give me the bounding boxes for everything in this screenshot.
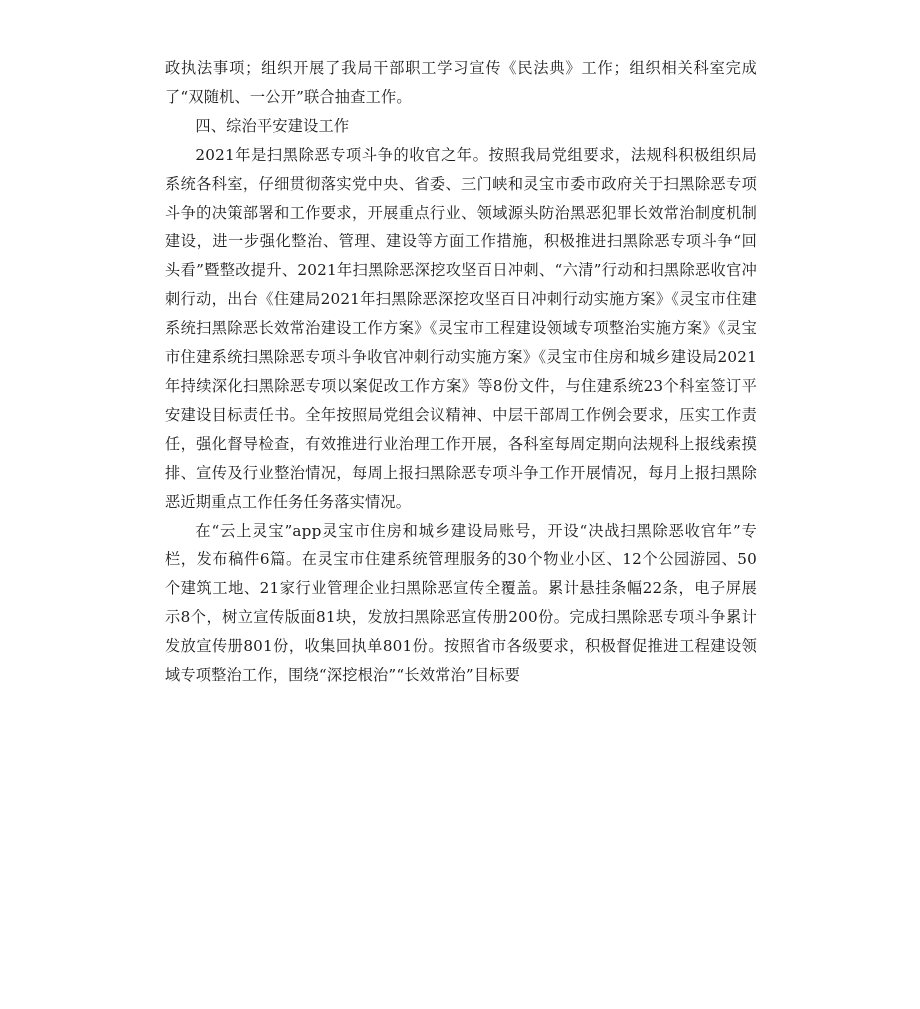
document-body xyxy=(165,54,757,690)
paragraph-publicity: 在“云上灵宝”app灵宝市住房和城乡建设局账号，开设“决战扫黑除恶收官年”专栏，发布稿件6篇。在灵宝市住建系统管理服务的30个物业小区、12个公园游园、50个建筑工地、21家行业管理企业扫黑除恶宣传全覆盖。累计悬挂条幅22条，电子屏展示8个，树立宣传版面81块，发放扫黑除恶宣传册200份。完成扫黑除恶专项斗争累计发放宣传册801份，收集回执单801份。按照省市各级要求，积极督促推进工程建设领域专项整治工作，围绕“深挖根治”“长效常治”目标要 xyxy=(165,521,757,685)
paragraph-continuation: 政执法事项；组织开展了我局干部职工学习宣传《民法典》工作；组织相关科室完成了“双随机、一公开”联合抽查工作。 xyxy=(165,59,757,106)
section-heading: 四、综治平安建设工作 xyxy=(195,116,350,135)
paragraph-crackdown-summary: 2021年是扫黑除恶专项斗争的收官之年。按照我局党组要求，法规科积极组织局系统各科室，仔细贯彻落实党中央、省委、三门峡和灵宝市委市政府关于扫黑除恶专项斗争的决策部署和工作要求，开展重点行业、领域源头防治黑恶犯罪长效常治制度机制建设，进一步强化整治、管理、建设等方面工作措施，积极推进扫黑除恶专项斗争“回头看”暨整改提升、2021年扫黑除恶深挖攻坚百日冲刺、“六清”行动和扫黑除恶收官冲刺行动，出台《住建局2021年扫黑除恶深挖攻坚百日冲刺行动实施方案》《灵宝市住建系统扫黑除恶长效常治建设工作方案》《灵宝市工程建设领域专项整治实施方案》《灵宝市住建系统扫黑除恶专项斗争收官冲刺行动实施方案》《灵宝市住房和城乡建设局2021年持续深化扫黑除恶专项以案促改工作方案》等8份文件，与住建系统23个科室签订平安建设目标责任书。全年按照局党组会议精神、中层干部周工作例会要求，压实工作责任，强化督导检查，有效推进行业治理工作开展，各科室每周定期向法规科上报线索摸排、宣传及行业整治情况，每周上报扫黑除恶专项斗争工作开展情况，每月上报扫黑除恶近期重点工作任务任务落实情况。 xyxy=(165,145,757,511)
